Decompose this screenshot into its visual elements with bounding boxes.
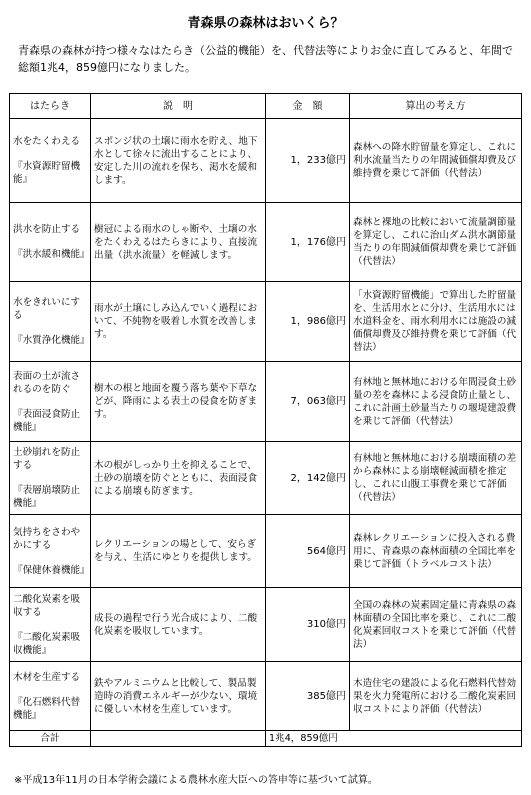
table-header-row (10, 94, 522, 119)
function-name: 『表面浸食防止機能』 (13, 408, 81, 433)
method-cell: 「水資源貯留機能」で算出した貯留量を、生活用水とに分け、生活用水には水道料金を、雨水利用水には施設の減価償却費及び維持費を乗じて評価（代替法） (350, 282, 522, 362)
function-label: 気持ちをさわやかにする (13, 526, 81, 551)
function-cell (10, 119, 91, 203)
function-name: 『水質浄化機能』 (13, 335, 90, 346)
amount-cell: 1，233億円 (266, 119, 350, 203)
description-cell: 成長の過程で行う光合成により、二酸化炭素を吸収しています。 (91, 588, 266, 662)
table-row (10, 662, 522, 731)
description-cell: スポンジ状の土壌に雨水を貯え、地下水として徐々に流出することにより、安定した川の流れを保ち、渇水を緩和します。 (91, 119, 266, 203)
total-amount: 1兆4，859億円 (266, 731, 522, 747)
function-name: 『表層崩壊防止機能』 (13, 485, 81, 509)
description-cell: 樹木の根と地面を覆う落ち葉や下草などが、降雨による表土の侵食を防ぎます。 (91, 362, 266, 442)
page-title: 青森県の森林はおいくら？ (187, 16, 344, 31)
table-row (10, 119, 522, 203)
method-cell: 森林と裸地の比較において流量調節量を算定し、これに治山ダム洪水調節量当たりの年間減価償却費を乗じて評価（代替法） (350, 203, 522, 282)
column-header-amount: 金 額 (266, 94, 350, 119)
amount-cell: 1，986億円 (266, 282, 350, 362)
amount-cell: 564億円 (266, 515, 350, 588)
method-cell: 木造住宅の建設による化石燃料代替効果を火力発電所における二酸化炭素回収コストにより評価（代替法） (350, 662, 522, 731)
method-cell: 全国の森林の炭素固定量に青森県の森林面積の全国比率を乗じ、これに二酸化炭素回収コストを乗じて評価（代替法） (350, 588, 522, 662)
method-cell: 有林地と無林地における年間浸食土砂量の差を森林による浸食防止量とし、これに計画土砂量当たりの堰堤建設費を乗じて評価（代替法） (350, 362, 522, 442)
amount-cell: 385億円 (266, 662, 350, 731)
function-cell (10, 362, 91, 442)
function-label: 水をたくわえる (13, 136, 81, 147)
description-cell: 木の根がしっかり土を抑えることで、土砂の崩壊を防ぐとともに、表面浸食による崩壊も防ぎます。 (91, 442, 266, 515)
amount-cell: 7，063億円 (266, 362, 350, 442)
function-name: 『保健休養機能』 (13, 564, 90, 576)
amount-cell: 2，142億円 (266, 442, 350, 515)
description-cell: 樹冠による雨水のしゃ断や、土壌の水をたくわえるはたらきにより、直接流出量（洪水流量）を軽減します。 (91, 203, 266, 282)
description-cell: 鉄やアルミニウムと比較して、製品製造時の消費エネルギーが少ない、環境に優しい木材を生産しています。 (91, 662, 266, 731)
function-cell (10, 588, 91, 662)
table-row (10, 203, 522, 282)
method-cell: 森林への降水貯留量を算定し、これに利水流量当たりの年間減価償却費及び維持費を乗じて評価（代替法） (350, 119, 522, 203)
function-name: 『水資源貯留機能』 (13, 161, 81, 185)
column-header-method: 算出の考え方 (350, 94, 522, 119)
description-cell: 雨水が土壌にしみ込んでいく過程において、不純物を吸着し水質を改善します。 (91, 282, 266, 362)
total-empty-cell (91, 731, 266, 747)
table-row (10, 362, 522, 442)
table-row (10, 442, 522, 515)
total-label: 合計 (10, 731, 91, 747)
method-cell: 森林レクリエーションに投入される費用に、青森県の森林面積の全国比率を乗じて評価（トラベルコスト法） (350, 515, 522, 588)
forest-value-table (9, 93, 522, 747)
total-row (10, 731, 522, 747)
table-row (10, 588, 522, 662)
amount-cell: 1，176億円 (266, 203, 350, 282)
method-cell: 有林地と無林地における崩壊面積の差から森林による崩壊軽減面積を推定し、これに山腹工事費を乗じて評価（代替法） (350, 442, 522, 515)
function-cell (10, 515, 91, 588)
function-label: 二酸化炭素を吸収する (13, 593, 81, 618)
function-label: 木材を生産する (13, 671, 81, 683)
function-label: 表面の土が流されるのを防ぐ (13, 370, 81, 395)
function-cell (10, 203, 91, 282)
table-row (10, 515, 522, 588)
function-cell (10, 442, 91, 515)
function-name: 『化石燃料代替機能』 (13, 696, 81, 721)
intro-text: 青森県の森林が持つ様々なはたらき（公益的機能）を、代替法等によりお金に直してみると、年間で総額1兆4，859億円になりました。 (18, 44, 513, 74)
function-name: 『洪水緩和機能』 (13, 249, 90, 260)
function-label: 土砂崩れを防止する (13, 447, 81, 471)
function-label: 洪水を防止する (13, 224, 81, 235)
function-cell (10, 662, 91, 731)
amount-cell: 310億円 (266, 588, 350, 662)
function-label: 水をきれいにする (13, 297, 81, 321)
description-cell: レクリエーションの場として、安らぎを与え、生活にゆとりを提供します。 (91, 515, 266, 588)
footnote: ※平成13年11月の日本学術会議による農林水産大臣への答申等に基づいて試算。 (14, 775, 378, 786)
column-header-function: はたらき (10, 94, 91, 119)
column-header-description: 説 明 (91, 94, 266, 119)
function-cell (10, 282, 91, 362)
function-name: 『二酸化炭素吸収機能』 (13, 631, 81, 656)
table-row (10, 282, 522, 362)
